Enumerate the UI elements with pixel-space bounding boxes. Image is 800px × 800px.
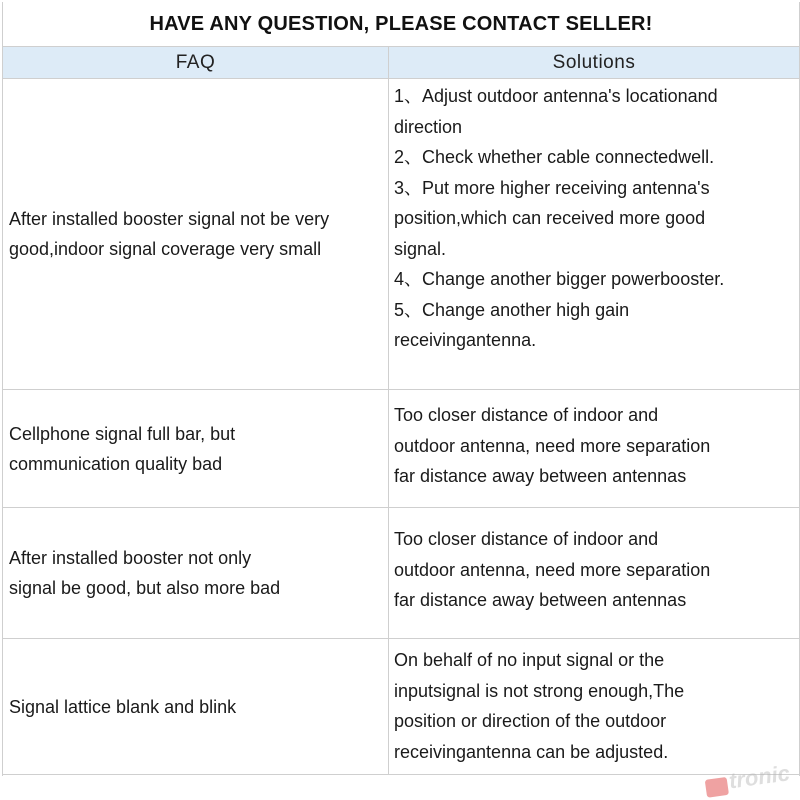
faq-cell	[3, 508, 389, 638]
table-row	[3, 508, 799, 639]
solution-cell	[389, 639, 799, 774]
solution-text-line: position or direction of the outdoor	[394, 711, 667, 731]
solution-text-line: outdoor antenna, need more separation	[394, 559, 711, 580]
table-row	[3, 639, 799, 775]
solution-text-line: outdoor antenna, need more separation	[394, 435, 711, 456]
faq-text-line: signal be good, but also more bad	[9, 578, 281, 598]
faq-cell	[3, 390, 389, 507]
solution-text-line: inputsignal is not strong enough,The	[394, 680, 685, 701]
solution-text-line: Too closer distance of indoor and	[394, 529, 659, 549]
solution-text-line: 2、Check whether cable connectedwell.	[394, 147, 715, 167]
solution-text-line: On behalf of no input signal or the	[394, 650, 665, 670]
solution-text-line: Too closer distance of indoor and	[394, 405, 659, 425]
brand-logo-icon	[705, 777, 729, 798]
watermark-text: tronic	[727, 760, 792, 794]
faq-text-line: Cellphone signal full bar, but	[9, 423, 236, 444]
solution-text-line: far distance away between antennas	[394, 466, 687, 486]
table-title: HAVE ANY QUESTION, PLEASE CONTACT SELLER!	[3, 2, 799, 47]
faq-table	[2, 2, 800, 776]
faq-cell	[3, 639, 389, 774]
faq-text-line: Signal lattice blank and blink	[9, 696, 237, 717]
solution-cell	[389, 390, 799, 507]
column-header-faq: FAQ	[3, 47, 389, 78]
solution-text-line: 4、Change another bigger powerbooster.	[394, 269, 725, 289]
solution-text-line: position,which can received more good	[394, 208, 706, 228]
faq-text-line: After installed booster signal not be very	[9, 209, 330, 229]
solution-text-line: direction	[394, 116, 463, 137]
solution-text-line: 5、Change another high gain	[394, 299, 630, 320]
solution-cell	[389, 508, 799, 638]
faq-cell	[3, 79, 389, 389]
column-header-solutions: Solutions	[552, 51, 636, 73]
faq-text-line: communication quality bad	[9, 453, 223, 474]
solution-cell	[389, 79, 799, 389]
table-row	[3, 79, 799, 390]
solution-text-line: 1、Adjust outdoor antenna's locationand	[394, 86, 718, 106]
solution-text-line: receivingantenna can be adjusted.	[394, 741, 669, 762]
faq-text-line: good,indoor signal coverage very small	[9, 239, 322, 259]
faq-text-line: After installed booster not only	[9, 548, 252, 568]
solution-text-line: signal.	[394, 238, 447, 259]
solution-text-line: receivingantenna.	[394, 330, 537, 350]
solution-text-line: 3、Put more higher receiving antenna's	[394, 177, 710, 198]
table-header-row	[3, 47, 799, 79]
table-row	[3, 390, 799, 508]
solution-text-line: far distance away between antennas	[394, 590, 687, 610]
